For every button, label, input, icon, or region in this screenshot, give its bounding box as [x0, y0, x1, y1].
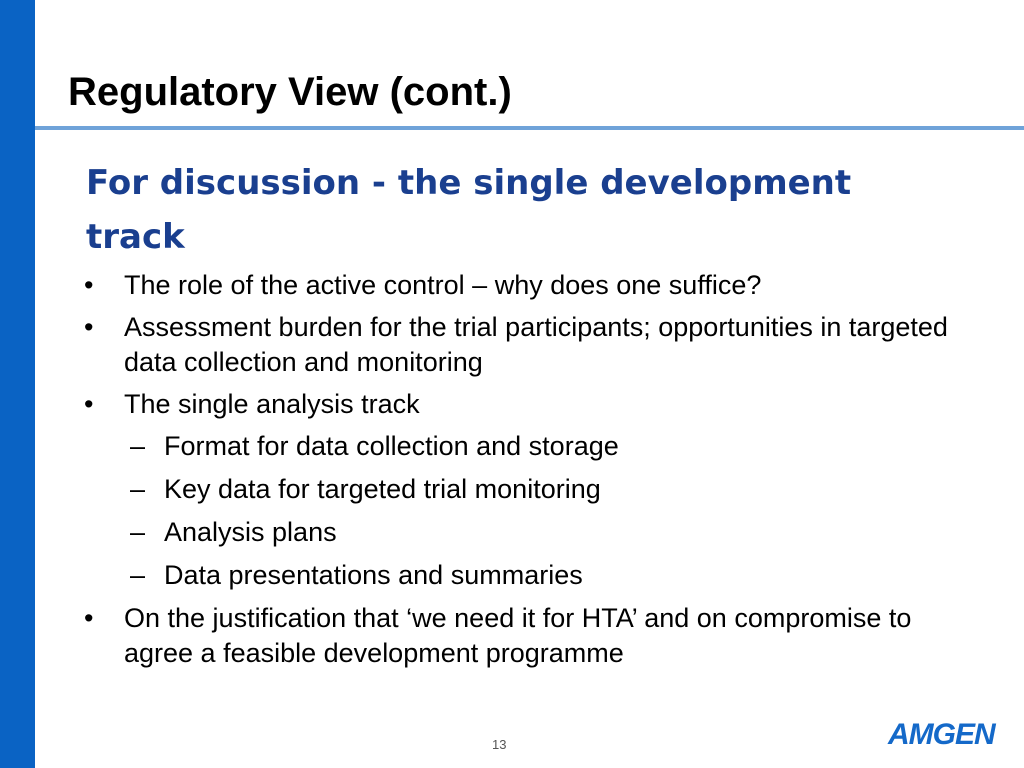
- bullet-text: On the justification that ‘we need it for HTA’ and on compromise to agree a feasible development programme: [124, 603, 912, 668]
- bullet-item: [84, 601, 984, 671]
- slide-title: Regulatory View (cont.): [68, 70, 512, 114]
- sub-bullet-marker: –: [130, 431, 146, 461]
- bullet-text: Assessment burden for the trial participants; opportunities in targeted data collection and monitoring: [124, 312, 948, 377]
- page-number: 13: [492, 737, 507, 752]
- bullet-item: [84, 268, 984, 303]
- sub-bullet-item: [84, 429, 984, 464]
- amgen-logo: AMGEN: [888, 718, 995, 751]
- bullet-text: The single analysis track: [124, 389, 420, 419]
- sub-bullet-text: Key data for targeted trial monitoring: [164, 474, 601, 504]
- bullet-marker: •: [84, 270, 94, 300]
- bullet-marker: •: [84, 603, 94, 633]
- sub-bullet-text: Analysis plans: [164, 517, 337, 547]
- slide-subtitle: For discussion - the single development track: [86, 163, 852, 257]
- sub-bullet-marker: –: [130, 517, 146, 547]
- left-accent-bar: [0, 0, 35, 768]
- sub-bullet-marker: –: [130, 560, 146, 590]
- bullet-item: [84, 310, 984, 380]
- sub-bullet-item: [84, 558, 984, 593]
- title-divider: [35, 126, 1024, 130]
- bullet-marker: •: [84, 389, 94, 419]
- bullet-item: [84, 387, 984, 422]
- sub-bullet-item: [84, 472, 984, 507]
- bullet-text: The role of the active control – why does one suffice?: [124, 270, 762, 300]
- sub-bullet-text: Data presentations and summaries: [164, 560, 583, 590]
- sub-bullet-text: Format for data collection and storage: [164, 431, 619, 461]
- sub-bullet-item: [84, 515, 984, 550]
- sub-bullet-marker: –: [130, 474, 146, 504]
- bullet-marker: •: [84, 312, 94, 342]
- bullet-list: [84, 268, 984, 678]
